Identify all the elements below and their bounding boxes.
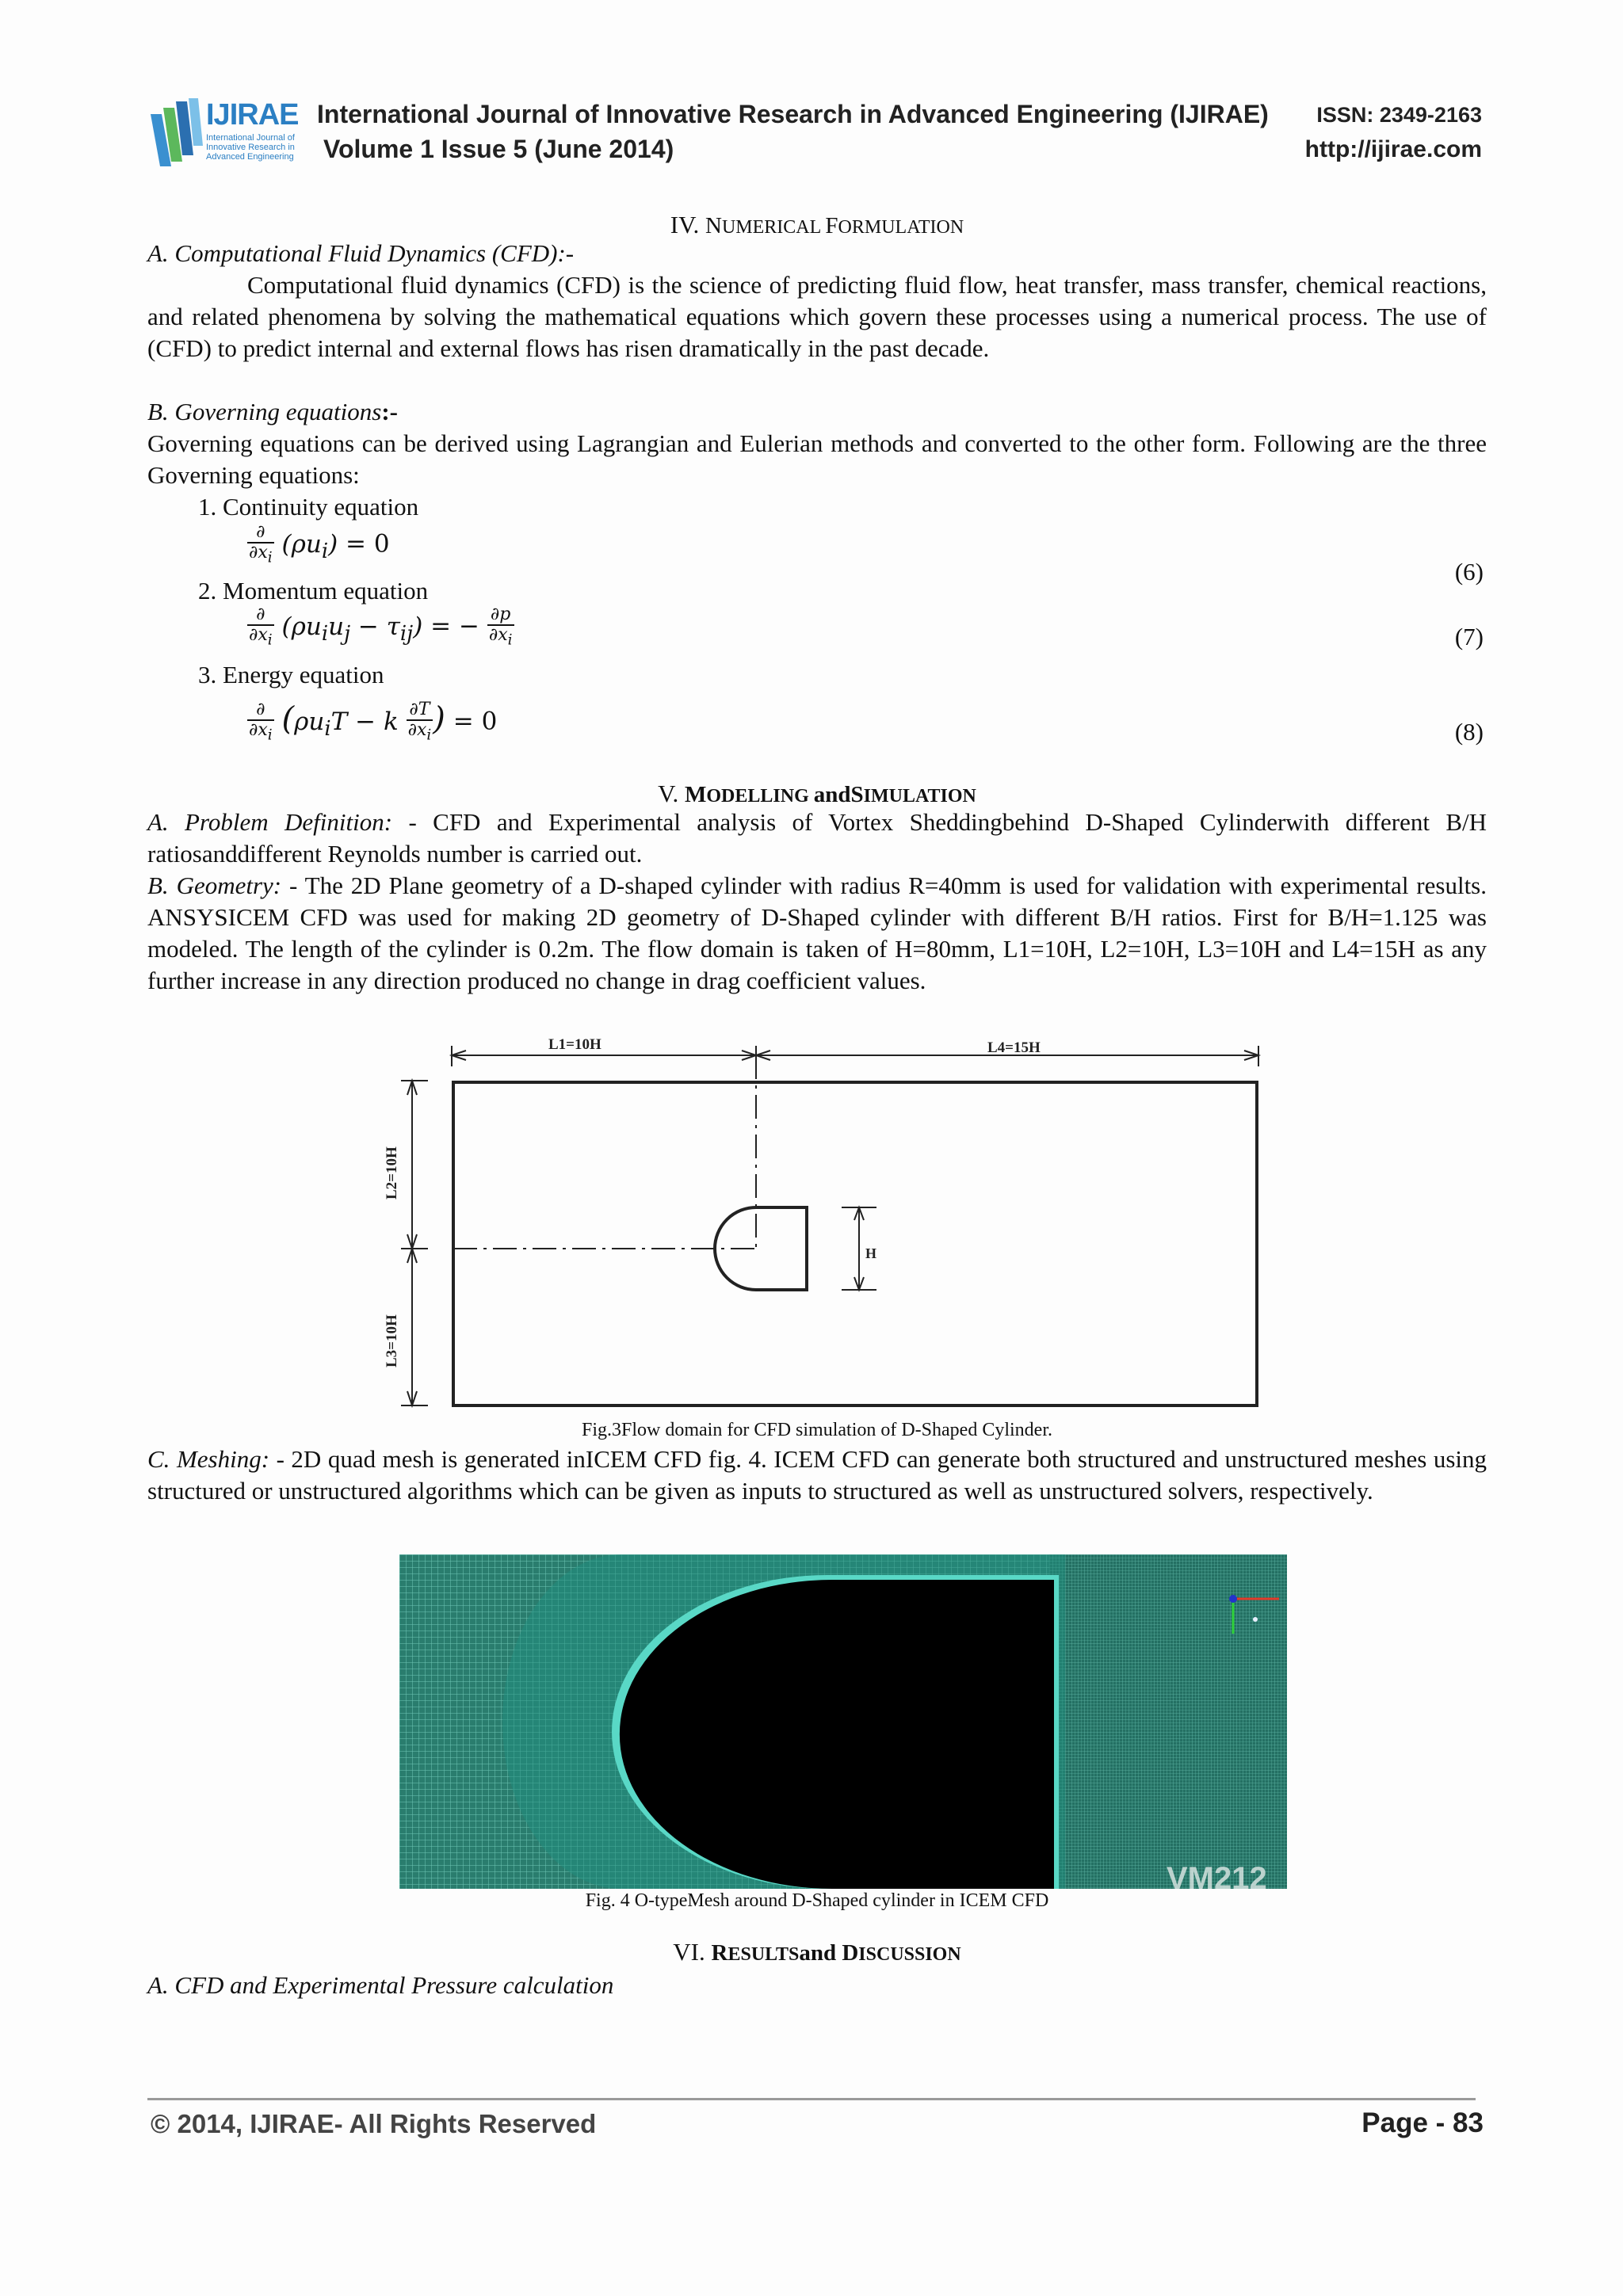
fig4-caption: Fig. 4 O-typeMesh around D-Shaped cylinder in ICEM CFD (585, 1890, 1049, 1911)
journal-logo (147, 98, 306, 170)
flow-domain-diagram (372, 1035, 1276, 1423)
energy-equation: $\frac{\partial}{\partial x_i}$ ($\rho u_iT - k$ $\frac{\partial T}{\partial x_i}$ ) = 0 (249, 700, 498, 744)
footer-divider (147, 2098, 1476, 2100)
eq7-number: (7) (1454, 623, 1484, 650)
governing-paragraph: Governing equations can be derived using Lagrangian and Eulerian methods and converted to the other form. Following are the three Governing equations: (147, 429, 1487, 489)
page-header (147, 93, 1487, 173)
subsection-6a-heading: A. CFD and Experimental Pressure calculation (147, 1971, 614, 1999)
dim-l3-label: L3=10H (384, 1314, 400, 1367)
logo-text: IJIRAE (206, 98, 299, 132)
geometry-paragraph: B. Geometry: - The 2D Plane geometry of a D-shaped cylinder with radius R=40mm is used for validation with experimental results. ANSYSICEM CFD was used for making 2D geometry of D-Shaped cylinder with different B/H ratios. First for B/H=1.125 was modeled. The length of the cylinder is 0.2m. The flow domain is taken of H=80mm, L1=10H, L2=10H, L3=10H and L4=15H as any further increase in any direction produced no change in drag coefficient values. (147, 871, 1487, 994)
copyright: © 2014, IJIRAE- All Rights Reserved (151, 2109, 597, 2138)
mesh-watermark: VM212 (1167, 1861, 1267, 1889)
logo-subtitle: International Journal of Innovative Research in Advanced Engineering (206, 133, 295, 162)
issn: ISSN: 2349-2163 (1316, 103, 1482, 127)
cfd-paragraph: Computational fluid dynamics (CFD) is the science of predicting fluid flow, heat transfer, mass transfer, chemical reactions, and related phenomena by solving the mathematical equations which govern these processes using a numerical process. The use of (CFD) to predict internal and external flows has risen dramatically in the past decade. (147, 271, 1487, 362)
dim-l2-label: L2=10H (384, 1146, 400, 1199)
eq3-label: 3. Energy equation (198, 661, 384, 688)
subsection-b-heading: B. Governing equations:- (147, 398, 398, 425)
dim-h-label: H (865, 1245, 877, 1261)
continuity-equation: $\frac{\partial}{\partial x_i}$ $(\rho u_i) = 0$ (249, 522, 390, 566)
problem-definition: A. Problem Definition: - CFD and Experimental analysis of Vortex Sheddingbehind D-Shaped Cylinderwith different B/H ratiosanddifferent Reynolds number is carried out. (147, 808, 1487, 868)
dim-l1-label: L1=10H (548, 1036, 601, 1053)
volume-issue: Volume 1 Issue 5 (June 2014) (323, 135, 674, 163)
dim-l4-label: L4=15H (987, 1039, 1041, 1056)
journal-title: International Journal of Innovative Research in Advanced Engineering (IJIRAE) (317, 100, 1269, 128)
meshing-paragraph: C. Meshing: - 2D quad mesh is generated inICEM CFD fig. 4. ICEM CFD can generate both structured and unstructured meshes using structured or unstructured algorithms which can be given as inputs to structured as well as unstructured solvers, respectively. (147, 1445, 1487, 1505)
fig3-caption: Fig.3Flow domain for CFD simulation of D-Shaped Cylinder. (582, 1420, 1052, 1440)
eq2-label: 2. Momentum equation (198, 577, 429, 605)
section-6-heading: VI. RESULTSand DISCUSSION (673, 1938, 961, 1966)
section-5-heading: V. MODELLING andSIMULATION (658, 780, 976, 807)
journal-url[interactable]: http://ijirae.com (1304, 136, 1482, 162)
mesh-figure (399, 1554, 1287, 1889)
eq8-number: (8) (1454, 718, 1484, 746)
momentum-equation: $\frac{\partial}{\partial x_i}$ $(\rho u_iu_j - \tau_{ij})$ = − $\frac{\partial p}{\partial x_i}$ (249, 605, 513, 649)
eq1-label: 1. Continuity equation (198, 493, 419, 521)
page-number: Page - 83 (1361, 2107, 1484, 2138)
section-4-heading: IV. NUMERICAL FORMULATION (670, 211, 964, 238)
eq6-number: (6) (1454, 558, 1484, 585)
subsection-a-heading: A. Computational Fluid Dynamics (CFD):- (147, 239, 575, 267)
logo-stripes-icon (147, 98, 204, 170)
